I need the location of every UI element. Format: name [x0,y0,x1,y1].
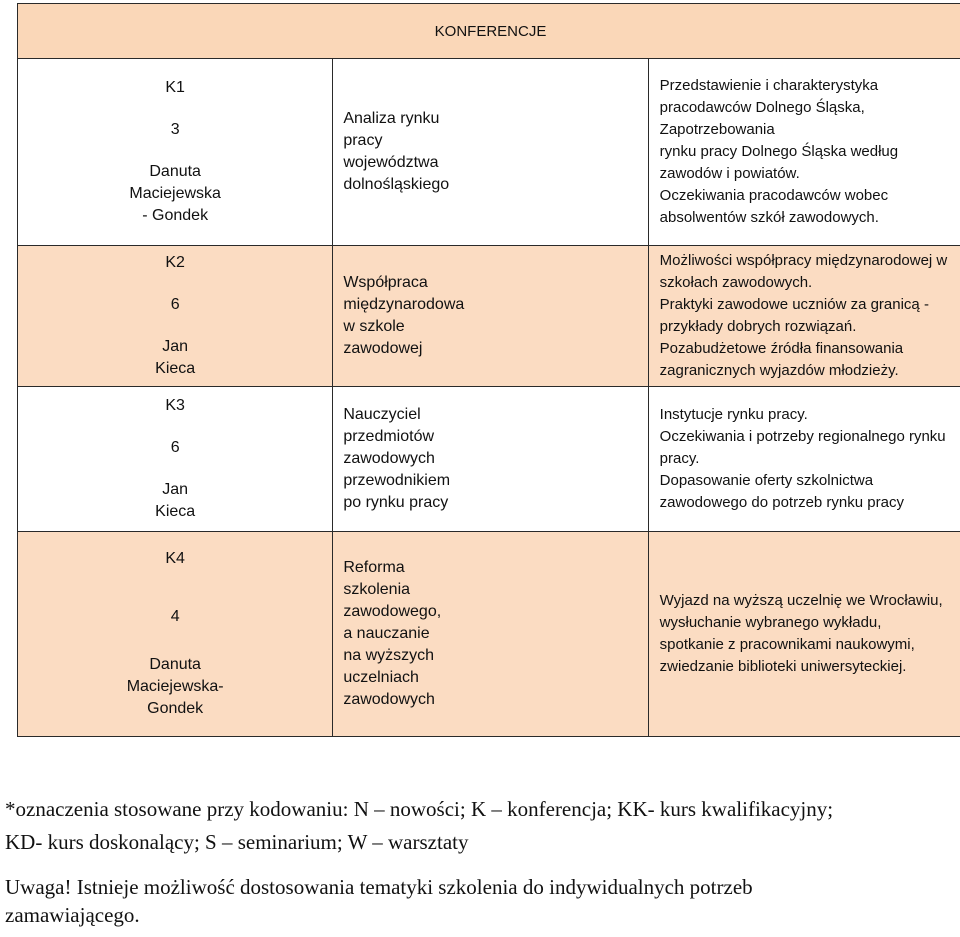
description-line: Praktyki zawodowe uczniów za granicą - przykłady dobrych rozwiązań. [659,296,929,335]
course-title [333,59,648,246]
title-line: a nauczanie [343,625,430,642]
trainer-line: Danuta [149,656,201,673]
warning-line: zamawiającego. [5,903,140,927]
code-cell [18,246,333,387]
trainer-name [18,479,332,523]
conference-sheet [17,3,960,737]
title-line: Analiza rynku [343,110,440,127]
conference-table [17,3,960,737]
course-hours: 6 [170,296,180,313]
title-line: Nauczyciel [343,406,421,423]
title-line: Reforma [343,559,405,576]
coding-footnote [5,793,960,859]
title-line: dolnośląskiego [343,176,450,193]
course-description [648,532,960,737]
table-header-row [18,4,960,59]
description-line: Pozabudżetowe źródła finansowania zagranicznych wyjazdów młodzieży. [659,340,904,379]
course-title [333,532,648,737]
trainer-line: Kieca [155,360,196,377]
course-title [333,246,648,387]
table-row [18,387,960,532]
course-description [648,387,960,532]
warning-line: Uwaga! Istnieje możliwość dostosowania tematyki szkolenia do indywidualnych potrzeb [5,875,753,899]
course-code: K4 [165,550,185,567]
notes-section [5,793,960,929]
title-line: zawodowych [343,450,435,467]
trainer-name [18,336,332,380]
description-line: Oczekiwania pracodawców wobec absolwentów szkół zawodowych. [659,187,889,226]
footnote-line: *oznaczenia stosowane przy kodowaniu: N – nowości; K – konferencja; KK- kurs kwalifikacyjny; [5,797,834,821]
title-line: pracy [343,132,383,149]
description-line: Wyjazd na wyższą uczelnię we Wrocławiu, wysłuchanie wybranego wykładu, [659,592,943,631]
title-line: szkolenia [343,581,411,598]
table-header: KONFERENCJE [18,4,960,59]
trainer-line: Kieca [155,503,196,520]
trainer-line: - Gondek [142,207,209,224]
title-line: przedmiotów [343,428,435,445]
title-line: w szkole [343,318,405,335]
code-cell [18,387,333,532]
code-cell [18,532,333,737]
trainer-line: Jan [162,338,189,355]
course-code: K3 [165,397,185,414]
trainer-line: Maciejewska [129,185,221,202]
course-hours: 3 [170,121,180,138]
footnote-line: KD- kurs doskonalący; S – seminarium; W – warsztaty [5,830,469,854]
course-description [648,246,960,387]
description-line: Instytucje rynku pracy. [659,406,808,423]
title-line: Współpraca [343,274,428,291]
title-line: po rynku pracy [343,494,449,511]
title-line: zawodowej [343,340,423,357]
description-line: Możliwości współpracy międzynarodowej w szkołach zawodowych. [659,252,948,291]
course-title [333,387,648,532]
description-line: spotkanie z pracownikami naukowymi, zwiedzanie biblioteki uniwersyteckiej. [659,636,915,675]
title-line: międzynarodowa [343,296,465,313]
description-line: Dopasowanie oferty szkolnictwa zawodowego do potrzeb rynku pracy [659,472,904,511]
trainer-name [18,654,332,720]
course-hours: 4 [170,608,180,625]
description-line: Oczekiwania i potrzeby regionalnego rynku pracy. [659,428,946,467]
trainer-name [18,161,332,227]
title-line: zawodowych [343,691,435,708]
description-line: Przedstawienie i charakterystyka pracodawców Dolnego Śląska, Zapotrzebowania [659,77,879,138]
trainer-line: Maciejewska- [126,678,224,695]
title-line: uczelniach [343,669,419,686]
title-line: na wyższych [343,647,435,664]
course-description [648,59,960,246]
customization-warning [5,873,960,929]
table-row [18,246,960,387]
trainer-line: Danuta [149,163,201,180]
course-code: K2 [165,254,185,271]
title-line: przewodnikiem [343,472,451,489]
table-row [18,532,960,737]
trainer-line: Jan [162,481,189,498]
course-hours: 6 [170,439,180,456]
title-line: zawodowego, [343,603,442,620]
table-row [18,59,960,246]
trainer-line: Gondek [147,700,204,717]
code-cell [18,59,333,246]
course-code: K1 [165,79,185,96]
title-line: województwa [343,154,439,171]
description-line: rynku pracy Dolnego Śląska według zawodów i powiatów. [659,143,899,182]
